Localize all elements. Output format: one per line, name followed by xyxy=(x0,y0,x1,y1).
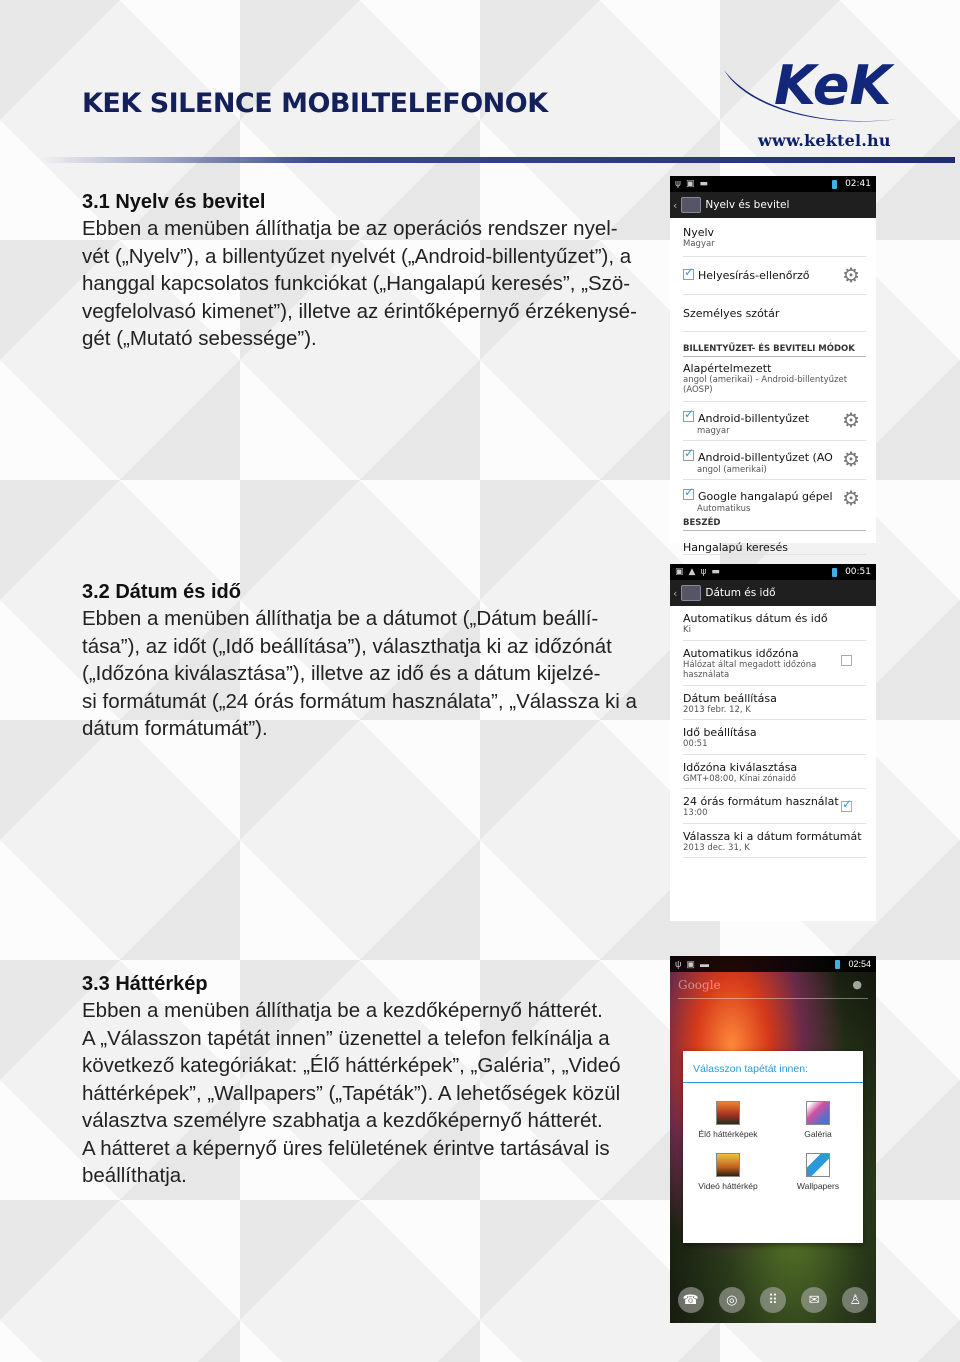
screenshot-wallpaper xyxy=(670,956,876,1323)
back-chevron-icon[interactable]: ‹ xyxy=(673,586,678,600)
live-wallpaper-icon xyxy=(716,1101,740,1125)
screenshot-date-time xyxy=(670,564,876,921)
section-text-line: hanggal kapcsolatos funkciókat („Hangalapú keresés”, „Szö- xyxy=(82,272,631,295)
messaging-icon[interactable]: ✉ xyxy=(801,1287,827,1313)
google-search-bar[interactable] xyxy=(678,978,868,999)
category-speech: BESZÉD xyxy=(683,516,866,531)
setting-title: Hangalapú keresés xyxy=(683,540,788,554)
usb-icon: ψ xyxy=(675,179,681,189)
warning-icon: ▲ xyxy=(688,567,696,577)
setting-title: Automatikus dátum és idő xyxy=(683,612,828,625)
setting-set-date[interactable] xyxy=(683,686,866,721)
setting-select-timezone[interactable] xyxy=(683,755,866,790)
section-text-line: vegfelolvasó kimenet”), illetve az érintőképernyő érzékenysé- xyxy=(82,299,637,323)
setting-title: Válassza ki a dátum formátumát xyxy=(683,829,862,843)
option-label: Videó háttérkép xyxy=(698,1181,758,1191)
setting-title: Android-billentyűzet (AO xyxy=(698,450,833,464)
setting-subtitle: 2013 dec. 31, K xyxy=(683,842,750,853)
setting-subtitle: GMT+08:00, Kínai zónaidő xyxy=(683,773,796,784)
auto-timezone-checkbox[interactable] xyxy=(841,655,852,666)
search-text: Google xyxy=(678,978,721,992)
setting-date-format[interactable] xyxy=(683,824,866,859)
setting-subtitle: angol (amerikai) xyxy=(697,464,767,475)
section-text-line: következő kategóriákat: „Élő háttérképek”, „Galéria”, „Videó xyxy=(82,1054,621,1077)
gear-icon[interactable]: ⚙ xyxy=(842,485,860,510)
category-keyboard: BILLENTYŰZET- ÉS BEVITELI MÓDOK xyxy=(683,332,866,357)
setting-24h-format[interactable] xyxy=(683,789,866,824)
wallpapers-icon xyxy=(806,1153,830,1177)
battery-icon xyxy=(835,960,840,969)
screenshot-language-input xyxy=(670,176,876,554)
option-video-wallpaper[interactable] xyxy=(683,1153,773,1191)
status-bar xyxy=(670,956,876,972)
keyboard-en-checkbox[interactable] xyxy=(683,450,694,461)
setting-subtitle: Ki xyxy=(683,625,691,635)
setting-keyboard-en[interactable] xyxy=(683,441,866,480)
screen-title: Dátum és idő xyxy=(705,587,776,599)
setting-auto-date[interactable] xyxy=(683,606,866,641)
logo-text: KeK xyxy=(774,54,892,117)
video-wallpaper-icon xyxy=(716,1153,740,1177)
setting-subtitle: 2013 febr. 12, K xyxy=(683,704,751,715)
screen-title: Nyelv és bevitel xyxy=(705,199,790,211)
action-bar[interactable] xyxy=(670,192,876,218)
phone-icon[interactable]: ☎ xyxy=(678,1287,704,1313)
battery-icon xyxy=(832,180,837,189)
gamepad-icon: ▬ xyxy=(699,958,709,969)
option-live-wallpapers[interactable] xyxy=(683,1101,773,1139)
status-time: 00:51 xyxy=(845,567,871,577)
section-text-line: tása”), az időt („Idő beállítása”), választhatja ki az időzónát xyxy=(82,634,612,658)
spellcheck-checkbox[interactable] xyxy=(683,269,694,280)
setting-title: Dátum beállítása xyxy=(683,691,777,705)
setting-title: Alapértelmezett xyxy=(683,361,772,375)
24h-format-checkbox[interactable] xyxy=(841,801,852,812)
setting-subtitle: magyar xyxy=(697,425,730,436)
dialog-title: Válasszon tapétát innen: xyxy=(683,1051,863,1083)
gear-icon[interactable]: ⚙ xyxy=(842,446,860,471)
setting-title: Idő beállítása xyxy=(683,726,757,739)
contacts-icon[interactable]: ♙ xyxy=(842,1287,868,1313)
microphone-icon[interactable]: ● xyxy=(852,978,862,991)
section-text-line: gét („Mutató sebessége”). xyxy=(82,327,317,350)
section-text-line: vét („Nyelv”), a billentyűzet nyelvét („Android-billentyűzet”), a xyxy=(82,244,632,268)
section-text-line: si formátumát („24 órás formátum használata”, „Válassza ki a xyxy=(82,689,637,713)
setting-title: Nyelv xyxy=(683,226,715,239)
setting-subtitle: Automatikus xyxy=(697,503,751,514)
gamepad-icon: ▬ xyxy=(711,567,720,577)
section-text-line: Ebben a menüben állíthatja be az operációs rendszer nyel- xyxy=(82,217,618,240)
apps-grid-icon[interactable]: ⠿ xyxy=(760,1287,786,1313)
home-dock xyxy=(670,1277,876,1323)
header-divider xyxy=(40,157,955,163)
status-time: 02:41 xyxy=(845,179,871,189)
google-voice-checkbox[interactable] xyxy=(683,489,694,500)
setting-voice-search[interactable] xyxy=(683,531,866,555)
battery-icon xyxy=(832,568,837,577)
gear-icon[interactable]: ⚙ xyxy=(842,407,860,432)
keyboard-hu-checkbox[interactable] xyxy=(683,411,694,422)
section-text-line: dátum formátumát”). xyxy=(82,717,268,740)
status-bar xyxy=(670,176,876,192)
setting-language[interactable] xyxy=(683,218,866,257)
settings-app-icon xyxy=(681,585,701,601)
wallpaper-picker-dialog xyxy=(683,1051,863,1243)
status-bar xyxy=(670,564,876,580)
setting-subtitle: angol (amerikai) - Android-billentyűzet (AOSP) xyxy=(683,374,848,395)
image-icon: ▣ xyxy=(686,958,695,969)
gamepad-icon: ▬ xyxy=(699,179,708,189)
setting-default-keyboard[interactable] xyxy=(683,357,866,402)
option-gallery[interactable] xyxy=(773,1101,863,1139)
browser-icon[interactable]: ◎ xyxy=(719,1287,745,1313)
setting-title: Helyesírás-ellenőrző xyxy=(698,268,810,282)
setting-auto-timezone[interactable] xyxy=(683,641,866,686)
gear-icon[interactable]: ⚙ xyxy=(842,262,860,287)
document-title: KEK SILENCE MOBILTELEFONOK xyxy=(82,88,548,119)
image-icon: ▣ xyxy=(675,567,684,577)
setting-title: Automatikus időzóna xyxy=(683,646,799,660)
setting-title: Google hangalapú gépel xyxy=(698,489,833,503)
setting-subtitle: Hálózat által megadott időzóna használata xyxy=(683,659,817,680)
logo-url: www.kektel.hu xyxy=(758,131,891,150)
section-text-line: háttérképek”, „Wallpapers” („Tapéták”). A lehetőségek közül xyxy=(82,1081,621,1105)
setting-subtitle: 00:51 xyxy=(683,739,708,749)
section-wallpaper xyxy=(82,971,652,1190)
section-text-line: Ebben a menüben állíthatja be a dátumot („Dátum beállí- xyxy=(82,607,599,630)
setting-title: 24 órás formátum használat xyxy=(683,795,839,808)
setting-keyboard-hu[interactable] xyxy=(683,402,866,441)
section-heading: 3.3 Háttérkép xyxy=(82,973,208,995)
setting-spellcheck[interactable] xyxy=(683,257,866,295)
option-label: Élő háttérképek xyxy=(698,1129,758,1139)
option-wallpapers[interactable] xyxy=(773,1153,863,1191)
option-label: Galéria xyxy=(804,1129,832,1139)
section-date-time xyxy=(82,579,652,743)
section-text-line: Ebben a menüben állíthatja be a kezdőképernyő hátterét. xyxy=(82,999,603,1022)
image-icon: ▣ xyxy=(685,179,695,189)
usb-icon: ψ xyxy=(700,567,707,577)
setting-title: Android-billentyűzet xyxy=(698,411,810,425)
gallery-icon xyxy=(806,1101,830,1125)
section-text-line: A hátteret a képernyő üres felületének érintve tartásával is xyxy=(82,1136,610,1160)
setting-personal-dictionary[interactable] xyxy=(683,295,866,332)
setting-title: Időzóna kiválasztása xyxy=(683,760,798,774)
section-heading: 3.1 Nyelv és bevitel xyxy=(82,191,266,213)
section-heading: 3.2 Dátum és idő xyxy=(82,581,241,603)
section-text-line: A „Válasszon tapétát innen” üzenettel a telefon felkínálja a xyxy=(82,1026,610,1050)
usb-icon: ψ xyxy=(675,958,682,969)
back-chevron-icon[interactable]: ‹ xyxy=(673,198,678,212)
setting-set-time[interactable] xyxy=(683,720,866,755)
section-text-line: választva személyre szabhatja a kezdőképernyő hátterét. xyxy=(82,1109,603,1132)
section-text-line: beállíthatja. xyxy=(82,1164,187,1187)
setting-subtitle: Magyar xyxy=(683,239,715,249)
option-label: Wallpapers xyxy=(796,1181,840,1191)
action-bar[interactable] xyxy=(670,580,876,606)
setting-title: Személyes szótár xyxy=(683,306,780,320)
status-time: 02:54 xyxy=(848,959,871,969)
section-language-input xyxy=(82,189,652,353)
setting-google-voice[interactable] xyxy=(683,480,866,516)
section-text-line: („Időzóna kiválasztása”), illetve az idő és a dátum kijelzé- xyxy=(82,662,601,685)
settings-app-icon xyxy=(681,197,701,213)
setting-subtitle: 13:00 xyxy=(683,808,708,818)
